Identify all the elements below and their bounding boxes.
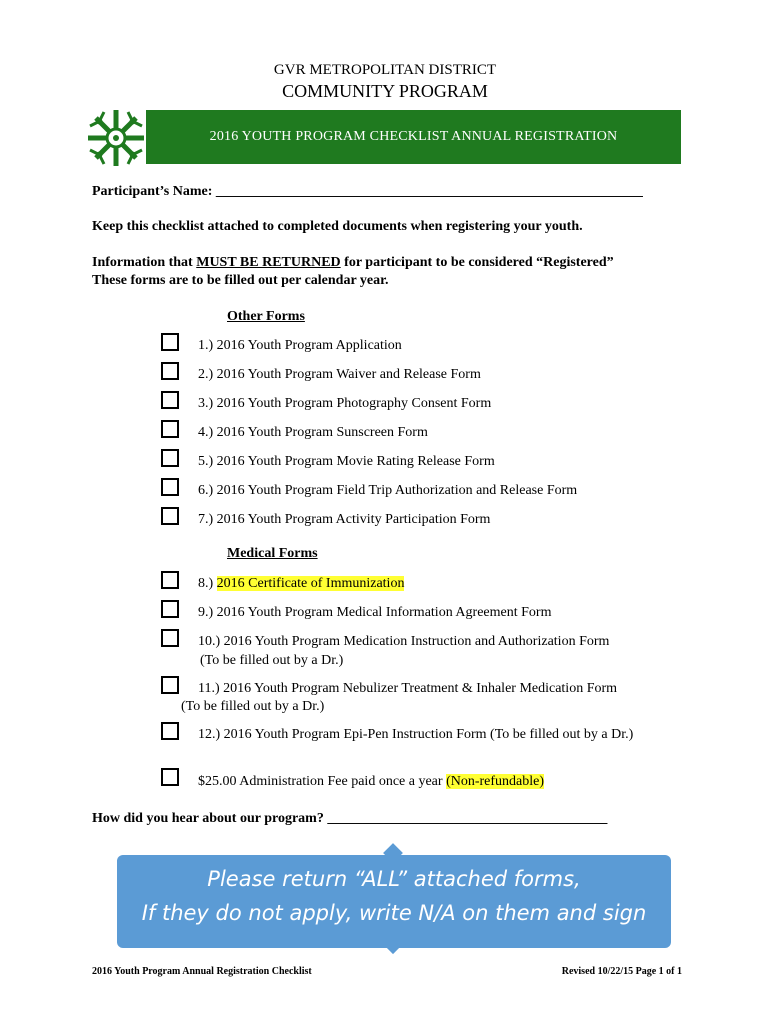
checkbox-item-9[interactable]: [161, 600, 179, 618]
checkbox-item-11[interactable]: [161, 676, 179, 694]
callout-line-1: Please return “ALL” attached forms,: [207, 867, 581, 891]
footer-title: 2016 Youth Program Annual Registration Checklist: [92, 966, 312, 977]
checklist-item-11: 11.) 2016 Youth Program Nebulizer Treatment & Inhaler Medication Form: [198, 681, 618, 696]
checkbox-item-8[interactable]: [161, 571, 179, 589]
checkbox-item-1[interactable]: [161, 333, 179, 351]
info-statement-line2: These forms are to be filled out per calendar year.: [92, 273, 389, 288]
info-statement: [92, 255, 614, 271]
checkbox-item-3[interactable]: [161, 391, 179, 409]
checkbox-item-4[interactable]: [161, 420, 179, 438]
checkbox-item-2[interactable]: [161, 362, 179, 380]
checkbox-item-12[interactable]: [161, 722, 179, 740]
checklist-item-12: 12.) 2016 Youth Program Epi-Pen Instruction Form (To be filled out by a Dr.): [198, 727, 634, 742]
checklist-item-6: 6.) 2016 Youth Program Field Trip Authorization and Release Form: [198, 483, 578, 498]
item-11-note: (To be filled out by a Dr.): [181, 699, 325, 714]
organization-name: GVR METROPOLITAN DISTRICT: [273, 62, 497, 78]
checklist-fee: [198, 774, 544, 790]
checkbox-item-10[interactable]: [161, 629, 179, 647]
info-suffix: for participant to be considered “Registered”: [340, 255, 614, 270]
participant-name-label: Participant’s Name:: [92, 184, 216, 199]
checkbox-fee[interactable]: [161, 768, 179, 786]
hear-about-line[interactable]: ________________________________________: [327, 811, 608, 826]
participant-name-line[interactable]: _____________________________________________________________: [215, 184, 643, 199]
checklist-item-2: 2.) 2016 Youth Program Waiver and Release Form: [198, 367, 481, 382]
info-emphasis: MUST BE RETURNED: [196, 255, 341, 270]
item-8-highlight: 2016 Certificate of Immunization: [216, 576, 405, 591]
callout-line-2: If they do not apply, write N/A on them and sign: [141, 901, 647, 925]
item-10-note: (To be filled out by a Dr.): [200, 653, 344, 668]
checkbox-item-5[interactable]: [161, 449, 179, 467]
fee-highlight: (Non-refundable): [446, 774, 545, 789]
item-8-prefix: 8.): [198, 576, 217, 591]
checklist-item-3: 3.) 2016 Youth Program Photography Consent Form: [198, 396, 492, 411]
title-banner: 2016 YOUTH PROGRAM CHECKLIST ANNUAL REGISTRATION: [146, 110, 681, 164]
medical-forms-heading: Medical Forms: [227, 546, 318, 561]
participant-name-field[interactable]: [92, 184, 643, 200]
checklist-item-10: 10.) 2016 Youth Program Medication Instruction and Authorization Form: [198, 634, 610, 649]
keep-instructions: Keep this checklist attached to completed documents when registering your youth.: [92, 219, 583, 234]
checklist-item-8: [198, 576, 404, 592]
checkbox-item-7[interactable]: [161, 507, 179, 525]
sun-logo-icon: [86, 108, 146, 168]
info-prefix: Information that: [92, 255, 197, 270]
other-forms-heading: Other Forms: [227, 309, 305, 324]
footer-revision: Revised 10/22/15 Page 1 of 1: [561, 966, 682, 977]
checklist-item-5: 5.) 2016 Youth Program Movie Rating Release Form: [198, 454, 495, 469]
fee-text: $25.00 Administration Fee paid once a year: [198, 774, 447, 789]
checklist-item-9: 9.) 2016 Youth Program Medical Information Agreement Form: [198, 605, 552, 620]
program-title: COMMUNITY PROGRAM: [282, 81, 488, 101]
hear-about-label: How did you hear about our program?: [92, 811, 328, 826]
checkbox-item-6[interactable]: [161, 478, 179, 496]
checklist-item-7: 7.) 2016 Youth Program Activity Participation Form: [198, 512, 491, 527]
hear-about-field[interactable]: [92, 811, 607, 827]
checklist-item-4: 4.) 2016 Youth Program Sunscreen Form: [198, 425, 428, 440]
checklist-item-1: 1.) 2016 Youth Program Application: [198, 338, 402, 353]
